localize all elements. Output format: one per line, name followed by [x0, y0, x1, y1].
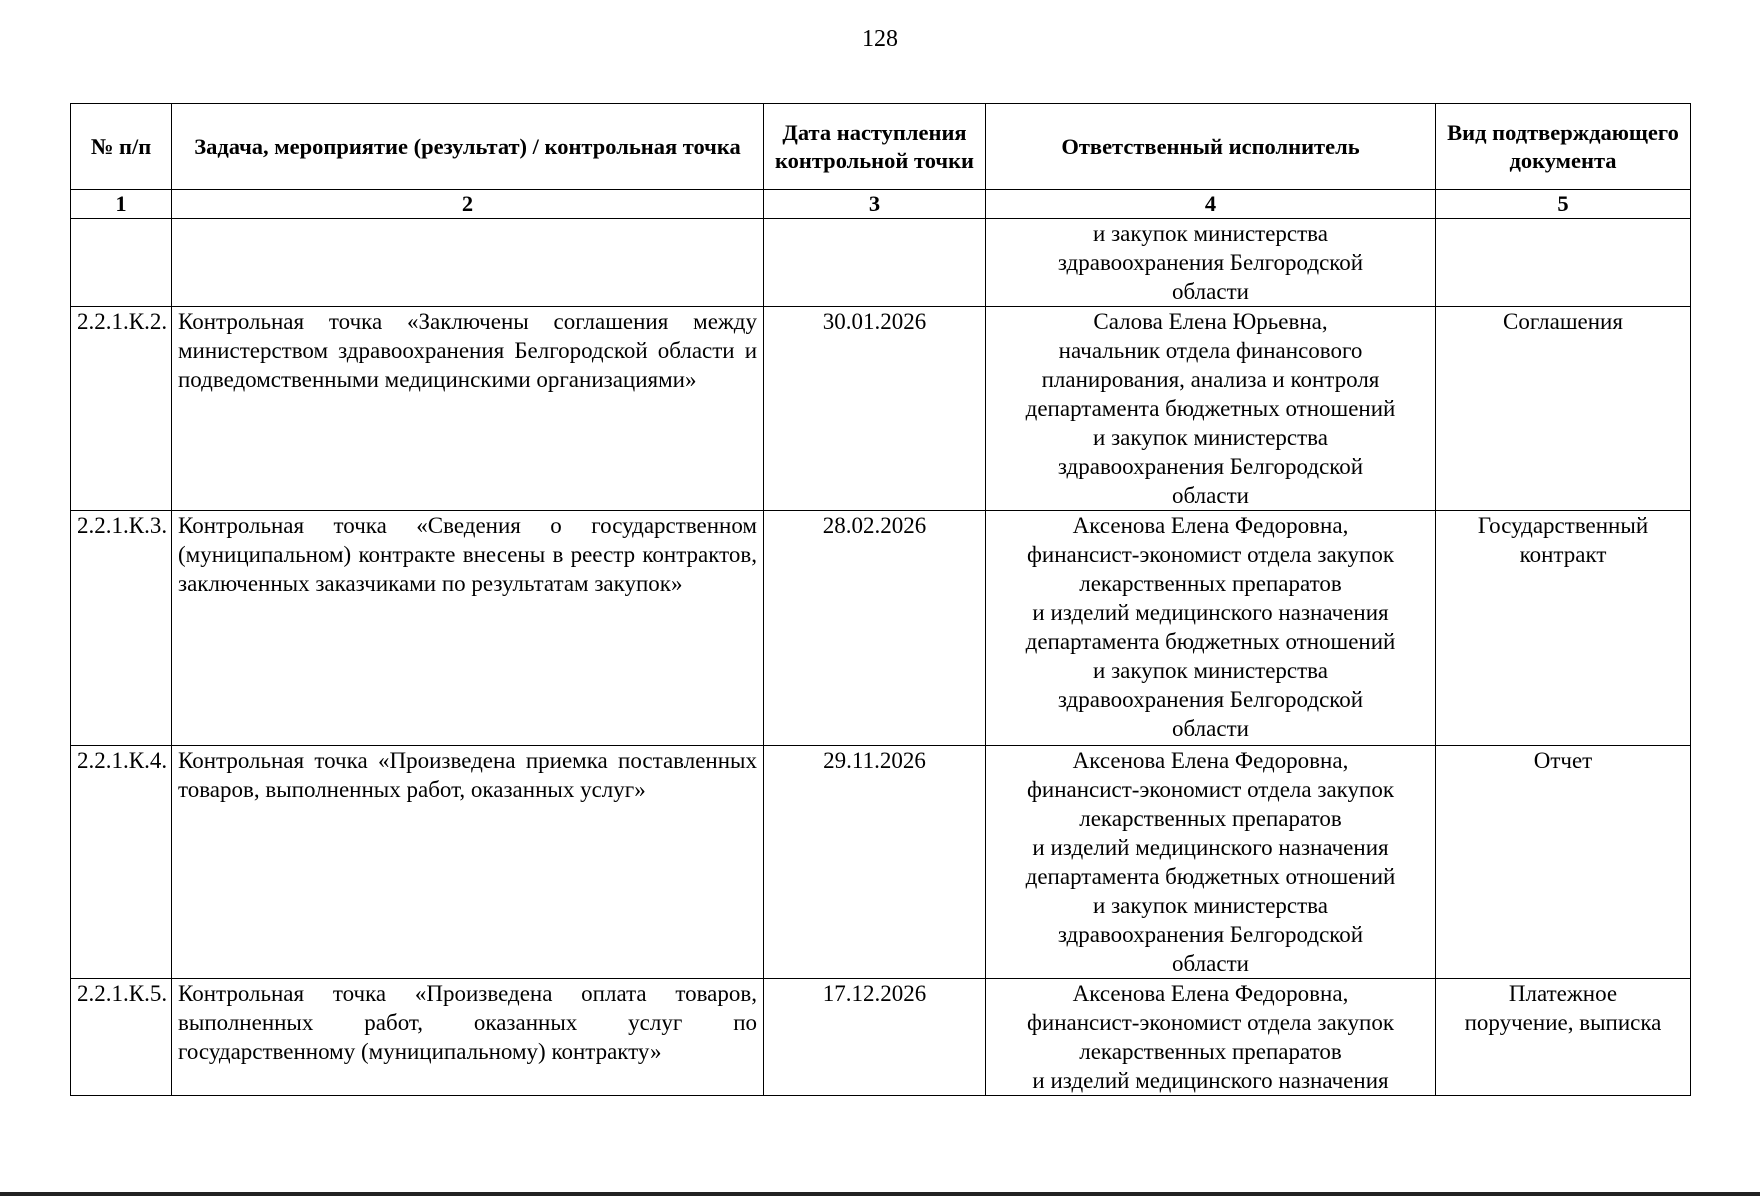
- document-line: контракт: [1519, 542, 1607, 567]
- row-task-cell: Контрольная точка «Сведения о государственном (муниципальном) контракте внесены в реестр контрактов, заключенных заказчиками по результатам закупок»: [172, 511, 764, 746]
- row-task-cell: Контрольная точка «Произведена оплата товаров, выполненных работ, оказанных услуг по государственному (муниципальному) контракту»: [172, 979, 764, 1096]
- executor-line: департамента бюджетных отношений: [1025, 396, 1396, 421]
- row-date-cell: 17.12.2026: [764, 979, 986, 1096]
- row-executor-cell: [986, 219, 1436, 307]
- executor-line: области: [1172, 951, 1249, 976]
- executor-line: здравоохранения Белгородской: [1057, 687, 1364, 712]
- executor-line: и изделий медицинского назначения: [1032, 1068, 1389, 1093]
- row-date-cell: [764, 219, 986, 307]
- row-document-cell: [1436, 746, 1691, 979]
- header-task: Задача, мероприятие (результат) / контрольная точка: [172, 104, 764, 190]
- row-date-cell: 30.01.2026: [764, 307, 986, 511]
- executor-line: планирования, анализа и контроля: [1041, 367, 1380, 392]
- executor-line: лекарственных препаратов: [1079, 571, 1342, 596]
- executor-line: финансист-экономист отдела закупок: [1026, 542, 1394, 567]
- row-number-cell: 2.2.1.К.2.: [71, 307, 172, 511]
- row-date-cell: 28.02.2026: [764, 511, 986, 746]
- document-line: Государственный: [1477, 513, 1649, 538]
- executor-line: финансист-экономист отдела закупок: [1026, 777, 1394, 802]
- header-document: Вид подтверждающего документа: [1436, 104, 1691, 190]
- executor-line: лекарственных препаратов: [1079, 1039, 1342, 1064]
- executor-line: начальник отдела финансового: [1058, 338, 1363, 363]
- table-row: [71, 979, 1691, 1096]
- executor-line: области: [1172, 483, 1249, 508]
- control-points-table: [70, 103, 1691, 1096]
- column-number: 1: [71, 190, 172, 219]
- header-number: № п/п: [71, 104, 172, 190]
- document-line: поручение, выписка: [1464, 1010, 1662, 1035]
- row-executor-cell: [986, 979, 1436, 1096]
- row-document-cell: [1436, 219, 1691, 307]
- column-numbers-row: [71, 190, 1691, 219]
- row-task-cell: Контрольная точка «Заключены соглашения между министерством здравоохранения Белгородской области и подведомственными медицинскими организациями»: [172, 307, 764, 511]
- row-number-cell: 2.2.1.К.3.: [71, 511, 172, 746]
- document-line: Соглашения: [1503, 309, 1623, 334]
- executor-line: и закупок министерства: [1093, 221, 1328, 246]
- executor-line: департамента бюджетных отношений: [1025, 629, 1396, 654]
- row-number-cell: 2.2.1.К.5.: [71, 979, 172, 1096]
- bottom-scan-edge: [0, 1192, 1760, 1196]
- executor-line: и закупок министерства: [1093, 658, 1328, 683]
- executor-line: финансист-экономист отдела закупок: [1026, 1010, 1394, 1035]
- page-number: 128: [862, 26, 898, 52]
- header-date: Дата наступления контрольной точки: [764, 104, 986, 190]
- document-line: Отчет: [1533, 748, 1593, 773]
- executor-line: и закупок министерства: [1093, 425, 1328, 450]
- executor-line: Аксенова Елена Федоровна,: [1072, 513, 1349, 538]
- table-header-row: [71, 104, 1691, 190]
- executor-line: здравоохранения Белгородской: [1057, 922, 1364, 947]
- row-number-cell: [71, 219, 172, 307]
- header-executor: Ответственный исполнитель: [986, 104, 1436, 190]
- executor-line: Салова Елена Юрьевна,: [1093, 309, 1328, 334]
- executor-line: и изделий медицинского назначения: [1032, 835, 1389, 860]
- column-number: 3: [764, 190, 986, 219]
- executor-line: области: [1172, 279, 1249, 304]
- executor-line: Аксенова Елена Федоровна,: [1072, 981, 1349, 1006]
- row-task-cell: [172, 219, 764, 307]
- row-document-cell: [1436, 979, 1691, 1096]
- row-number-cell: 2.2.1.К.4.: [71, 746, 172, 979]
- document-line: Платежное: [1508, 981, 1618, 1006]
- table-row: [71, 307, 1691, 511]
- table-row: [71, 219, 1691, 307]
- executor-line: и закупок министерства: [1093, 893, 1328, 918]
- executor-line: департамента бюджетных отношений: [1025, 864, 1396, 889]
- table-body: [71, 219, 1691, 1096]
- executor-line: здравоохранения Белгородской: [1057, 250, 1364, 275]
- row-document-cell: [1436, 307, 1691, 511]
- executor-line: и изделий медицинского назначения: [1032, 600, 1389, 625]
- row-executor-cell: [986, 511, 1436, 746]
- table-row: [71, 511, 1691, 746]
- column-number: 4: [986, 190, 1436, 219]
- executor-line: области: [1172, 716, 1249, 741]
- column-number: 5: [1436, 190, 1691, 219]
- row-date-cell: 29.11.2026: [764, 746, 986, 979]
- row-task-cell: Контрольная точка «Произведена приемка поставленных товаров, выполненных работ, оказанных услуг»: [172, 746, 764, 979]
- table-row: [71, 746, 1691, 979]
- column-number: 2: [172, 190, 764, 219]
- executor-line: Аксенова Елена Федоровна,: [1072, 748, 1349, 773]
- executor-line: лекарственных препаратов: [1079, 806, 1342, 831]
- row-document-cell: [1436, 511, 1691, 746]
- executor-line: здравоохранения Белгородской: [1057, 454, 1364, 479]
- row-executor-cell: [986, 307, 1436, 511]
- row-executor-cell: [986, 746, 1436, 979]
